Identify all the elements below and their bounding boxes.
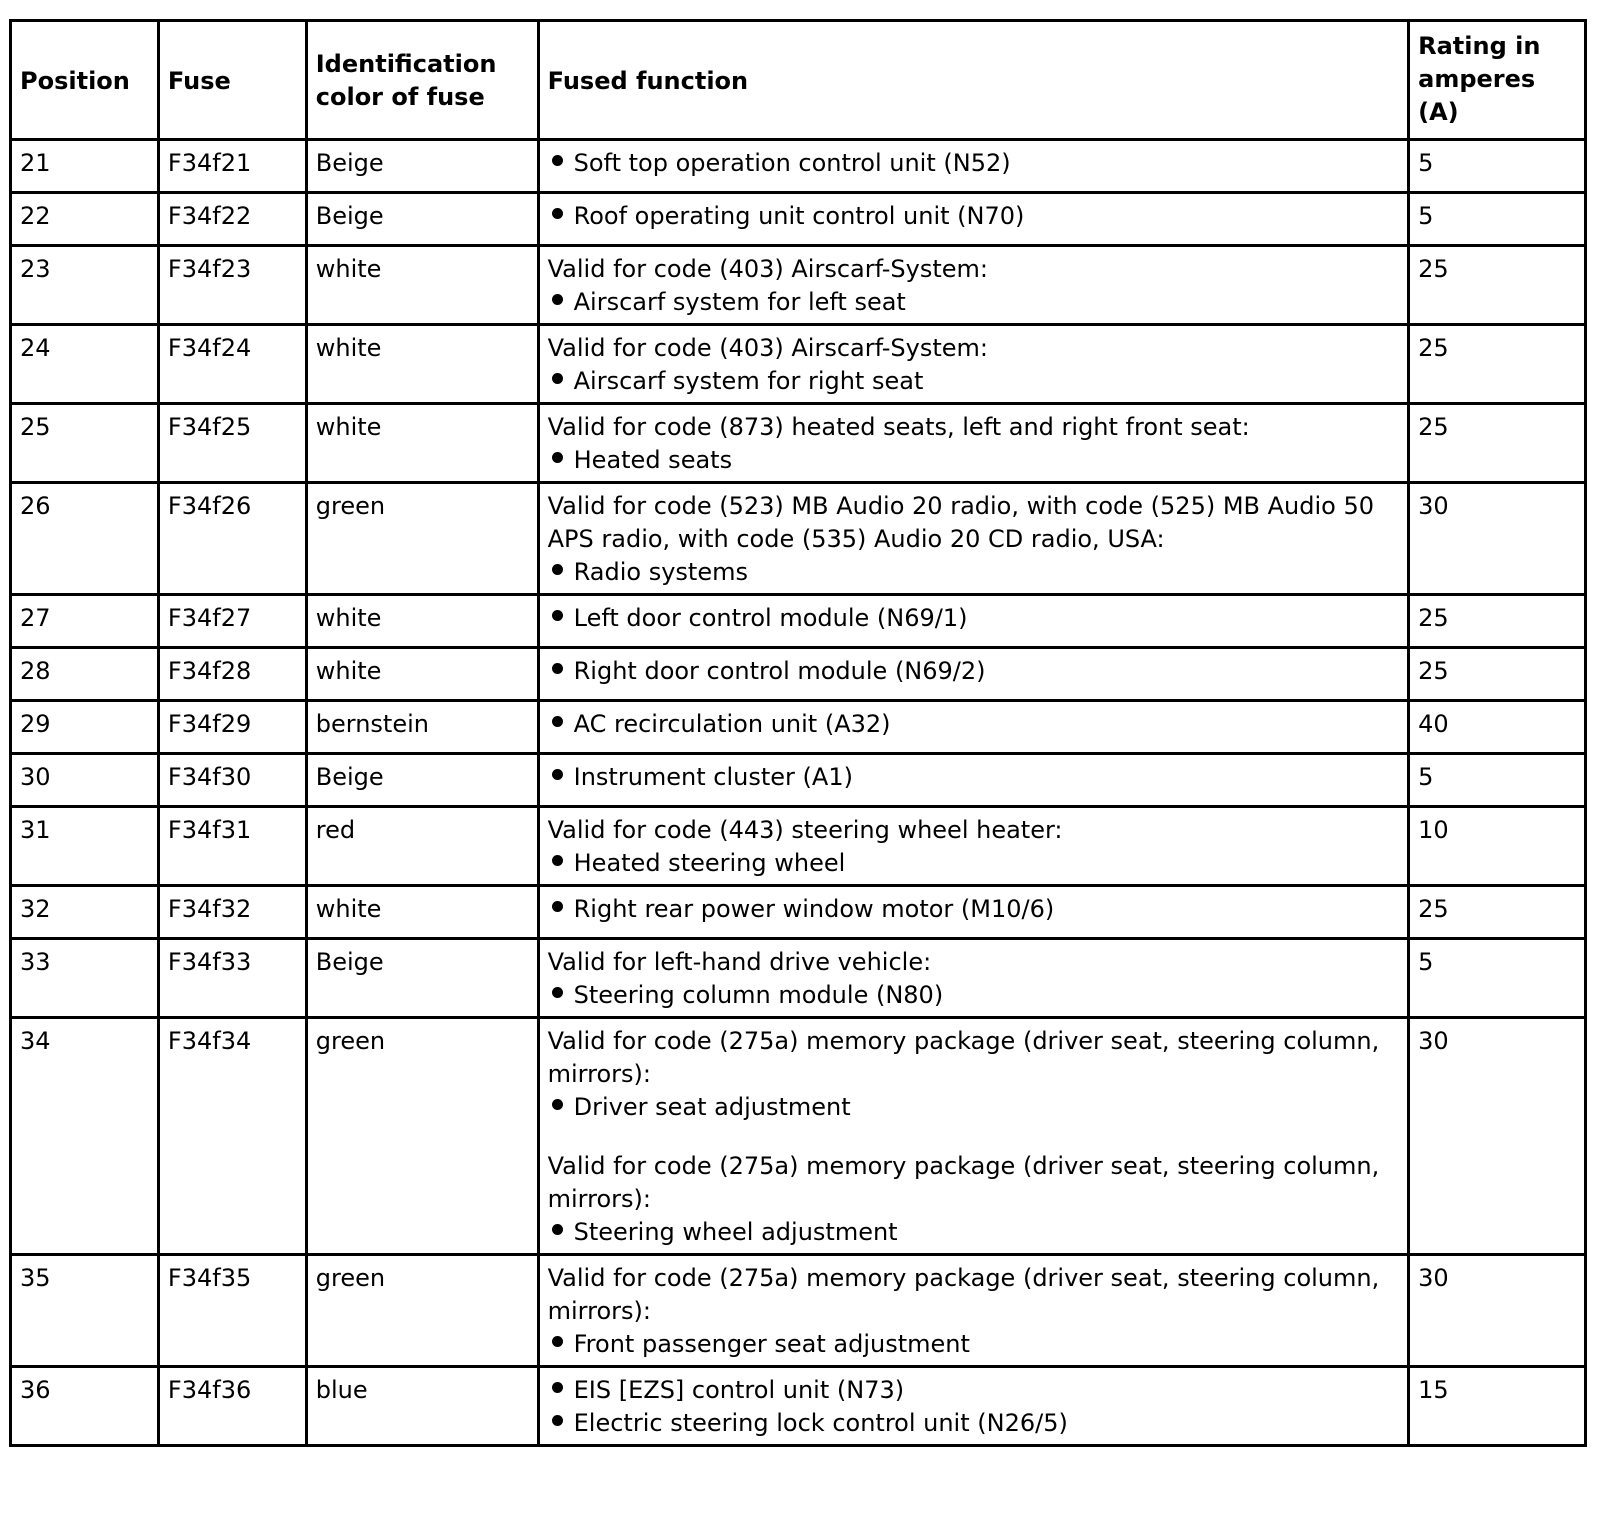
cell-rating: 25 [1409, 325, 1586, 404]
cell-rating: 5 [1409, 140, 1586, 193]
cell-color: red [306, 807, 538, 886]
cell-color: Beige [306, 140, 538, 193]
cell-function [538, 246, 1409, 325]
bullet-item: Heated seats [548, 444, 1400, 477]
cell-position: 26 [11, 483, 159, 595]
cell-position: 24 [11, 325, 159, 404]
cell-function [538, 1367, 1409, 1446]
cell-position: 33 [11, 939, 159, 1018]
table-row [11, 701, 1586, 754]
table-row [11, 246, 1586, 325]
validity-note: Valid for code (443) steering wheel heater: [547, 816, 1063, 844]
cell-rating: 25 [1409, 595, 1586, 648]
cell-function [538, 886, 1409, 939]
bullet-item: Left door control module (N69/1) [548, 602, 1400, 635]
cell-position: 23 [11, 246, 159, 325]
cell-fuse: F34f36 [158, 1367, 306, 1446]
bullet-item: Soft top operation control unit (N52) [548, 147, 1400, 180]
cell-position: 27 [11, 595, 159, 648]
cell-position: 35 [11, 1255, 159, 1367]
table-row [11, 483, 1586, 595]
table-body [11, 140, 1586, 1446]
validity-note: Valid for code (873) heated seats, left and right front seat: [547, 413, 1250, 441]
cell-color: Beige [306, 193, 538, 246]
bullet-item: Steering column module (N80) [548, 979, 1400, 1012]
table-row [11, 648, 1586, 701]
cell-position: 32 [11, 886, 159, 939]
cell-color: Beige [306, 754, 538, 807]
cell-position: 22 [11, 193, 159, 246]
cell-function [538, 754, 1409, 807]
cell-fuse: F34f31 [158, 807, 306, 886]
cell-rating: 5 [1409, 939, 1586, 1018]
cell-color: green [306, 1255, 538, 1367]
cell-fuse: F34f24 [158, 325, 306, 404]
bullet-item: Right rear power window motor (M10/6) [548, 893, 1400, 926]
cell-position: 30 [11, 754, 159, 807]
cell-rating: 10 [1409, 807, 1586, 886]
table-row [11, 140, 1586, 193]
cell-function [538, 483, 1409, 595]
cell-color: white [306, 246, 538, 325]
cell-rating: 30 [1409, 1255, 1586, 1367]
validity-note: Valid for code (275a) memory package (driver seat, steering column, mirrors): [547, 1264, 1380, 1325]
cell-function [538, 648, 1409, 701]
table-row [11, 404, 1586, 483]
validity-note: Valid for code (275a) memory package (driver seat, steering column, mirrors): [547, 1027, 1380, 1088]
bullet-item: Instrument cluster (A1) [548, 761, 1400, 794]
header-color: Identification color of fuse [306, 21, 538, 140]
cell-function [538, 140, 1409, 193]
table-header-row [11, 21, 1586, 140]
cell-position: 21 [11, 140, 159, 193]
validity-note: Valid for left-hand drive vehicle: [547, 948, 932, 976]
validity-note: Valid for code (275a) memory package (driver seat, steering column, mirrors): [547, 1152, 1380, 1213]
cell-rating: 25 [1409, 246, 1586, 325]
cell-fuse: F34f32 [158, 886, 306, 939]
cell-function [538, 1255, 1409, 1367]
bullet-item: Radio systems [548, 556, 1400, 589]
cell-function [538, 939, 1409, 1018]
table-row [11, 1018, 1586, 1255]
cell-rating: 30 [1409, 483, 1586, 595]
table-row [11, 1255, 1586, 1367]
table-row [11, 754, 1586, 807]
cell-fuse: F34f34 [158, 1018, 306, 1255]
header-rating: Rating in amperes (A) [1409, 21, 1586, 140]
bullet-item: Steering wheel adjustment [548, 1216, 1400, 1249]
cell-fuse: F34f28 [158, 648, 306, 701]
cell-function [538, 595, 1409, 648]
cell-color: white [306, 886, 538, 939]
spacer [548, 1124, 1400, 1150]
bullet-item: Airscarf system for left seat [548, 286, 1400, 319]
bullet-item: Airscarf system for right seat [548, 365, 1400, 398]
cell-fuse: F34f33 [158, 939, 306, 1018]
cell-function [538, 193, 1409, 246]
cell-rating: 5 [1409, 754, 1586, 807]
bullet-item: EIS [EZS] control unit (N73) [548, 1374, 1400, 1407]
validity-note: Valid for code (403) Airscarf-System: [547, 334, 988, 362]
cell-rating: 40 [1409, 701, 1586, 754]
header-position: Position [11, 21, 159, 140]
cell-fuse: F34f35 [158, 1255, 306, 1367]
bullet-item: Front passenger seat adjustment [548, 1328, 1400, 1361]
cell-fuse: F34f26 [158, 483, 306, 595]
bullet-item: Roof operating unit control unit (N70) [548, 200, 1400, 233]
cell-fuse: F34f21 [158, 140, 306, 193]
bullet-item: Electric steering lock control unit (N26/5) [548, 1407, 1400, 1440]
cell-rating: 15 [1409, 1367, 1586, 1446]
bullet-item: Right door control module (N69/2) [548, 655, 1400, 688]
bullet-item: Driver seat adjustment [548, 1091, 1400, 1124]
cell-color: bernstein [306, 701, 538, 754]
cell-position: 31 [11, 807, 159, 886]
cell-color: white [306, 325, 538, 404]
cell-color: blue [306, 1367, 538, 1446]
cell-fuse: F34f23 [158, 246, 306, 325]
cell-color: green [306, 1018, 538, 1255]
cell-function [538, 1018, 1409, 1255]
cell-position: 36 [11, 1367, 159, 1446]
cell-fuse: F34f30 [158, 754, 306, 807]
cell-fuse: F34f22 [158, 193, 306, 246]
cell-color: white [306, 404, 538, 483]
table-row [11, 1367, 1586, 1446]
cell-function [538, 701, 1409, 754]
cell-fuse: F34f27 [158, 595, 306, 648]
cell-rating: 25 [1409, 648, 1586, 701]
validity-note: Valid for code (523) MB Audio 20 radio, with code (525) MB Audio 50 APS radio, with code (535) Audio 20 CD radio, USA: [547, 492, 1375, 553]
cell-position: 29 [11, 701, 159, 754]
cell-rating: 5 [1409, 193, 1586, 246]
cell-color: green [306, 483, 538, 595]
bullet-item: Heated steering wheel [548, 847, 1400, 880]
cell-fuse: F34f29 [158, 701, 306, 754]
cell-position: 28 [11, 648, 159, 701]
bullet-item: AC recirculation unit (A32) [548, 708, 1400, 741]
validity-note: Valid for code (403) Airscarf-System: [547, 255, 988, 283]
cell-color: white [306, 648, 538, 701]
table-row [11, 325, 1586, 404]
cell-color: white [306, 595, 538, 648]
fuse-table [9, 19, 1587, 1447]
cell-rating: 25 [1409, 404, 1586, 483]
header-fuse: Fuse [158, 21, 306, 140]
table-row [11, 595, 1586, 648]
table-row [11, 193, 1586, 246]
table-row [11, 886, 1586, 939]
cell-position: 34 [11, 1018, 159, 1255]
cell-fuse: F34f25 [158, 404, 306, 483]
cell-color: Beige [306, 939, 538, 1018]
table-row [11, 939, 1586, 1018]
cell-rating: 30 [1409, 1018, 1586, 1255]
cell-function [538, 404, 1409, 483]
cell-function [538, 807, 1409, 886]
cell-position: 25 [11, 404, 159, 483]
cell-rating: 25 [1409, 886, 1586, 939]
cell-function [538, 325, 1409, 404]
header-function: Fused function [538, 21, 1409, 140]
table-row [11, 807, 1586, 886]
